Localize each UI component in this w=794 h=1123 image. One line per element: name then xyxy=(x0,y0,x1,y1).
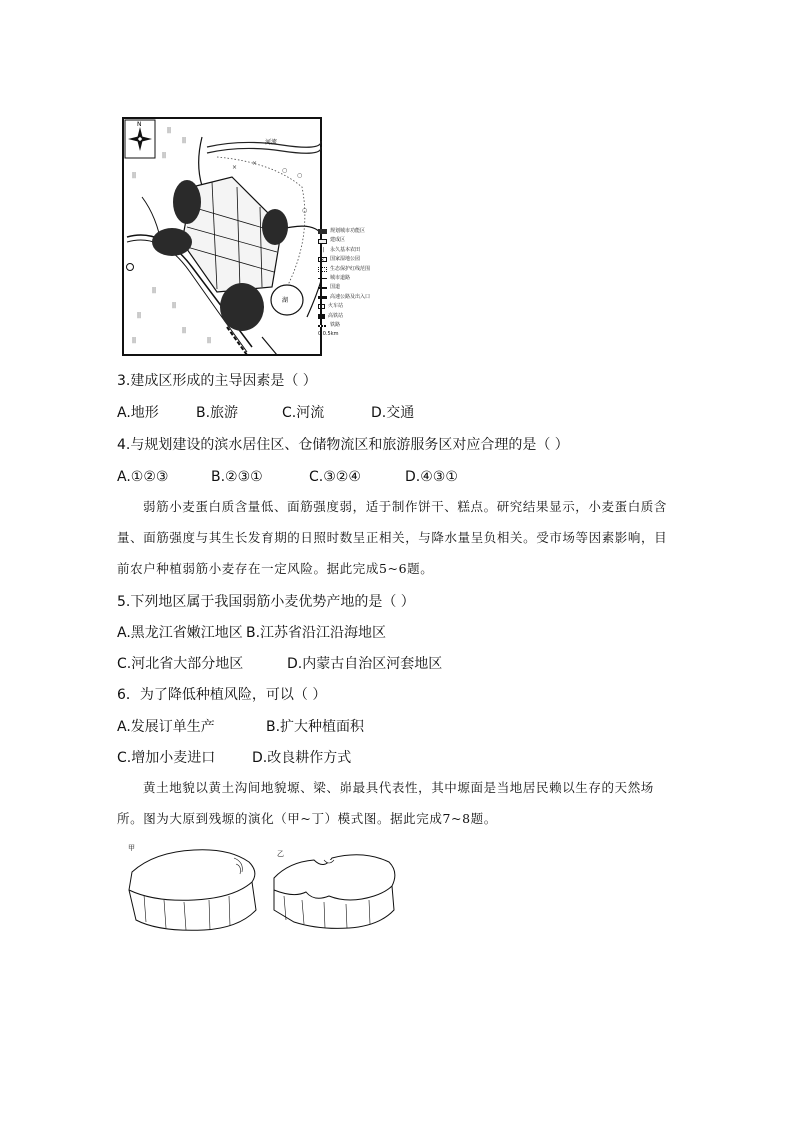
north-label: N xyxy=(137,121,142,128)
block-yi xyxy=(274,855,395,929)
label-yi: 乙 xyxy=(277,850,284,858)
scale-bar: 0 0.5km xyxy=(318,331,339,338)
svg-text:||: || xyxy=(207,337,212,344)
svg-text:||: || xyxy=(167,127,172,134)
national-road-icon xyxy=(318,287,327,289)
lake-label: 湖 xyxy=(282,297,289,304)
expressway-icon xyxy=(318,296,327,299)
svg-text:×: × xyxy=(232,164,238,171)
svg-text:×: × xyxy=(252,160,258,167)
q3-option-c[interactable]: C.河流 xyxy=(282,405,325,421)
farmland-icon: || xyxy=(320,246,325,253)
river-label: 河流 xyxy=(265,139,278,146)
q6-option-b[interactable]: B.扩大种植面积 xyxy=(266,719,365,735)
q5-option-d[interactable]: D.内蒙古自治区河套地区 xyxy=(287,656,443,672)
planned-function-area-icon xyxy=(318,229,327,234)
q6-option-d[interactable]: D.改良耕作方式 xyxy=(252,750,352,766)
city-road-icon xyxy=(318,278,327,279)
q3-option-a[interactable]: A.地形 xyxy=(117,405,159,421)
svg-text:||: || xyxy=(137,312,142,319)
legend-item: 城市道路 xyxy=(318,274,398,283)
block-jia xyxy=(129,850,256,931)
loess-figure xyxy=(124,840,414,940)
legend-item: × 国家湿地公园 xyxy=(318,255,398,264)
svg-text:||: || xyxy=(152,287,157,294)
loess-evolution-diagram xyxy=(124,840,414,940)
built-area-icon xyxy=(318,239,327,244)
legend-item: 火车站 xyxy=(318,302,398,311)
q3-option-d[interactable]: D.交通 xyxy=(371,405,415,421)
legend-item: 规划城市功能区 xyxy=(318,227,398,236)
q4-option-c[interactable]: C.③②④ xyxy=(309,469,361,485)
map-legend xyxy=(318,227,398,340)
q5-option-c[interactable]: C.河北省大部分地区 xyxy=(117,656,244,672)
hsr-station-icon xyxy=(318,314,325,319)
legend-item: 铁路 xyxy=(318,321,398,330)
svg-text:||: || xyxy=(172,302,177,309)
q6-option-c[interactable]: C.增加小麦进口 xyxy=(117,750,216,766)
q4-option-b[interactable]: B.②③① xyxy=(211,469,263,485)
railway-icon xyxy=(318,325,327,327)
passage-wheat: 弱筋小麦蛋白质含量低、面筋强度弱，适于制作饼干、糕点。研究结果显示，小麦蛋白质含量、面筋强度与其生长发育期的日照时数呈正相关，与降水量呈负相关。受市场等因素影响，目前农户种植弱筋小麦存在一定风险。据此完成5~6题。 xyxy=(117,499,668,576)
train-station-icon xyxy=(318,304,325,309)
svg-text:||: || xyxy=(162,152,167,159)
q5-option-a[interactable]: A.黑龙江省嫩江地区 xyxy=(117,625,243,641)
legend-item: 生态保护红线范围 xyxy=(318,265,398,274)
passage-loess: 黄土地貌以黄土沟间地貌塬、梁、峁最具代表性，其中塬面是当地居民赖以生存的天然场所。图为大原到残塬的演化（甲~丁）模式图。据此完成7~8题。 xyxy=(117,780,654,826)
planning-map xyxy=(122,117,322,357)
legend-item: 国道 xyxy=(318,283,398,292)
q3-option-b[interactable]: B.旅游 xyxy=(196,405,239,421)
legend-item: 建成区 xyxy=(318,236,398,245)
q6-option-a[interactable]: A.发展订单生产 xyxy=(117,719,215,735)
question-4-stem: 4.与规划建设的滨水居住区、仓储物流区和旅游服务区对应合理的是（ ） xyxy=(117,437,569,453)
eco-redline-icon xyxy=(318,267,327,272)
svg-text:○: ○ xyxy=(297,172,303,179)
wetland-park-icon: × xyxy=(318,257,327,262)
svg-text:||: || xyxy=(132,172,137,179)
svg-text:||: || xyxy=(182,137,187,144)
label-jia: 甲 xyxy=(128,844,135,852)
svg-text:||: || xyxy=(182,327,187,334)
q4-option-d[interactable]: D.④③① xyxy=(405,469,458,485)
svg-text:○: ○ xyxy=(302,207,308,214)
map-figure xyxy=(122,117,322,357)
question-3-stem: 3.建成区形成的主导因素是（ ） xyxy=(117,373,317,389)
legend-item: || 永久基本农田 xyxy=(318,246,398,255)
q5-option-b[interactable]: B.江苏省沿江沿海地区 xyxy=(246,625,387,641)
legend-item: 高速公路及出入口 xyxy=(318,293,398,302)
question-6-stem: 6．为了降低种植风险，可以（ ） xyxy=(117,687,327,703)
q4-option-a[interactable]: A.①②③ xyxy=(117,469,169,485)
svg-text:||: || xyxy=(132,337,137,344)
legend-item: 高铁站 xyxy=(318,312,398,321)
question-5-stem: 5.下列地区属于我国弱筋小麦优势产地的是（ ） xyxy=(117,594,415,610)
svg-text:○: ○ xyxy=(282,167,288,174)
